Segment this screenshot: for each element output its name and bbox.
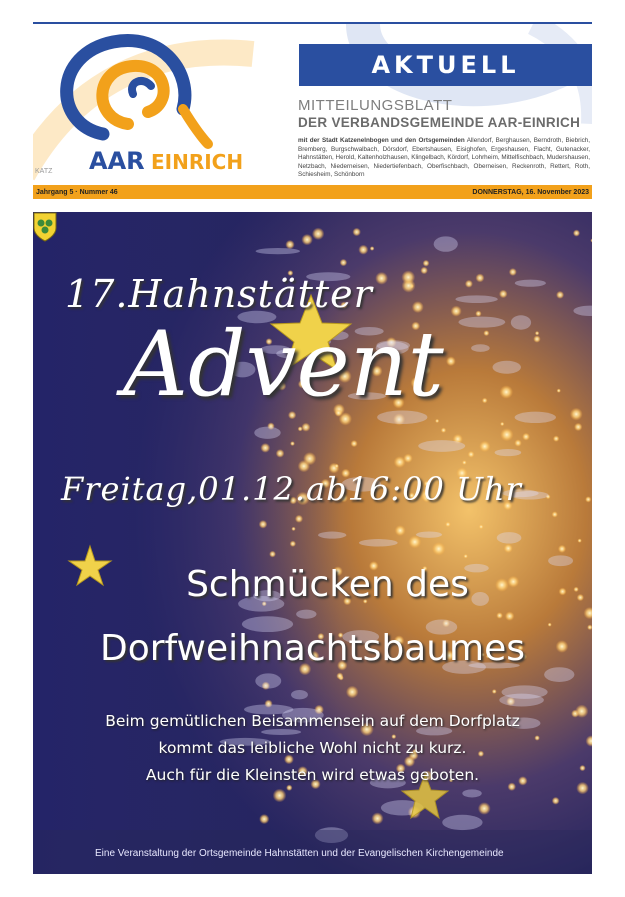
fairy-light xyxy=(573,230,580,237)
fairy-light xyxy=(558,545,566,553)
fairy-light xyxy=(535,331,539,335)
fairy-light xyxy=(509,268,517,276)
fairy-light xyxy=(286,785,292,791)
fairy-light xyxy=(482,398,488,404)
fairy-light xyxy=(303,452,316,465)
advent-poster xyxy=(33,212,592,874)
fairy-light xyxy=(346,686,359,699)
fairy-light xyxy=(408,535,421,548)
issue-number: Jahrgang 5 · Nummer 46 xyxy=(36,188,118,196)
fairy-light xyxy=(465,280,473,288)
fairy-light xyxy=(445,521,451,527)
snow-patch xyxy=(256,248,300,254)
snow-patch xyxy=(511,315,531,329)
fairy-light xyxy=(462,460,467,465)
fairy-light xyxy=(514,439,522,447)
fairy-light xyxy=(423,260,430,267)
fairy-light xyxy=(358,245,368,255)
fairy-light xyxy=(371,812,383,824)
fairy-light xyxy=(552,511,558,517)
poster-footer-text: Eine Veranstaltung der Ortsgemeinde Hahnstätten und der Evangelischen Kirchengemeinde xyxy=(95,848,504,859)
snow-patch xyxy=(495,449,522,456)
snow-patch xyxy=(458,317,505,328)
snow-patch xyxy=(255,673,281,688)
poster-event-date: Freitag,01.12.ab16:00 Uhr xyxy=(61,470,522,508)
publication-subtitle: DER VERBANDSGEMEINDE AAR-EINRICH xyxy=(298,115,581,130)
fairy-light xyxy=(312,228,324,240)
poster-text-3: Auch für die Kleinsten wird etwas geboten. xyxy=(145,766,480,784)
fairy-light xyxy=(500,428,513,441)
snow-patch xyxy=(254,427,280,439)
fairy-light xyxy=(479,441,490,452)
fairy-light xyxy=(570,408,583,421)
fairy-light xyxy=(401,270,415,284)
municipality-names: Allendorf, Berghausen, Berndroth, Biebrich, Bremberg, Burgschwalbach, Dörsdorf, Ebertshausen, Eisighofen, Ergeshausen, Flacht, Gutenacker, Hahnstätten, Herold, Kaltenholzhausen, Klingelbach, Kördorf, Lohrheim, Mittelfischbach, Mudershausen, Netzbach, Niederneisen, Niedertiefenbach, Oberfischbach, Oberneisen, Reckenroth, Rettert, Roth, Schiesheim, Schönborn xyxy=(298,137,590,179)
fairy-light xyxy=(340,259,348,267)
municipality-lead: mit der Stadt Katzenelnbogen und den Ortsgemeinden xyxy=(298,137,465,144)
coat-of-arms-icon xyxy=(33,212,57,242)
fairy-light xyxy=(420,267,428,275)
snow-patch xyxy=(418,440,465,452)
fairy-light xyxy=(375,272,388,285)
municipality-list xyxy=(298,137,590,180)
fairy-light xyxy=(269,551,276,558)
fairy-light xyxy=(395,525,406,536)
fairy-light xyxy=(336,672,343,679)
fairy-light xyxy=(285,240,294,249)
snow-patch xyxy=(497,532,522,543)
fairy-light xyxy=(446,356,456,366)
poster-text-2: kommt das leibliche Wohl nicht zu kurz. xyxy=(158,739,467,757)
fairy-light xyxy=(475,310,481,316)
section-aktuell: AKTUELL xyxy=(299,44,592,86)
logo-einrich-text: EINRICH xyxy=(151,150,244,174)
fairy-light xyxy=(259,520,268,529)
aar-einrich-logo xyxy=(33,24,293,184)
fairy-light xyxy=(301,234,312,245)
snow-patch xyxy=(455,295,497,303)
fairy-light xyxy=(496,612,503,619)
snow-patch xyxy=(296,610,316,619)
fairy-light xyxy=(552,797,560,805)
fairy-light xyxy=(499,290,508,299)
fairy-light xyxy=(479,524,484,529)
fairy-light xyxy=(352,228,361,237)
fairy-light xyxy=(574,423,582,431)
poster-event-name: 17.Hahnstätter xyxy=(65,272,373,316)
poster-headline-1: Schmücken des xyxy=(186,564,469,605)
snow-patch xyxy=(515,412,556,423)
fairy-light xyxy=(468,451,475,458)
fairy-light xyxy=(259,814,269,824)
snow-patch xyxy=(416,531,442,537)
issue-info-bar xyxy=(33,185,592,199)
fairy-light xyxy=(533,335,540,342)
fairy-light xyxy=(475,273,484,282)
fairy-light xyxy=(260,443,270,453)
fairy-light xyxy=(394,456,406,468)
fairy-light xyxy=(441,427,447,433)
masthead xyxy=(33,24,592,184)
poster-advent-title: Advent xyxy=(123,312,444,417)
logo-aar-text: AAR xyxy=(89,147,145,175)
fairy-light xyxy=(351,440,358,447)
fairy-light xyxy=(557,389,561,393)
fairy-light xyxy=(556,291,564,299)
fairy-light xyxy=(500,422,504,426)
snow-patch xyxy=(462,789,481,797)
fairy-light xyxy=(451,306,462,317)
fairy-light xyxy=(276,449,285,458)
fairy-light xyxy=(492,689,497,694)
snow-patch xyxy=(471,344,490,352)
fairy-light xyxy=(505,611,515,621)
snow-patch xyxy=(359,539,398,546)
fairy-light xyxy=(553,435,559,441)
poster-text-1: Beim gemütlichen Beisammensein auf dem Dorfplatz xyxy=(105,712,520,730)
poster-headline-2: Dorfweihnachtsbaumes xyxy=(99,628,526,669)
fairy-light xyxy=(290,441,295,446)
fairy-light xyxy=(522,433,530,441)
fairy-light xyxy=(435,419,439,423)
snow-patch xyxy=(499,694,544,707)
fairy-light xyxy=(463,554,468,559)
katz-label: KATZ xyxy=(35,168,53,175)
fairy-light xyxy=(370,246,375,251)
snow-patch xyxy=(318,532,346,539)
publication-title: MITTEILUNGSBLATT xyxy=(298,97,453,114)
fairy-light xyxy=(478,802,491,815)
fairy-light xyxy=(291,527,295,531)
fairy-light xyxy=(335,464,339,468)
fairy-light xyxy=(301,423,310,432)
fairy-light xyxy=(295,515,303,523)
fairy-light xyxy=(500,385,514,399)
fairy-light xyxy=(577,538,581,542)
fairy-light xyxy=(585,496,591,502)
fairy-light xyxy=(290,541,296,547)
fairy-light xyxy=(483,330,489,336)
snow-patch xyxy=(493,361,521,374)
fairy-light xyxy=(273,789,287,803)
snow-patch xyxy=(515,280,546,287)
snow-patch xyxy=(544,667,574,682)
snow-patch xyxy=(434,236,458,251)
snow-patch xyxy=(442,815,482,830)
fairy-light xyxy=(504,544,513,553)
issue-date: DONNERSTAG, 16. November 2023 xyxy=(472,188,589,196)
fairy-light xyxy=(548,623,552,627)
fairy-light xyxy=(432,542,445,555)
snow-patch xyxy=(291,690,308,699)
